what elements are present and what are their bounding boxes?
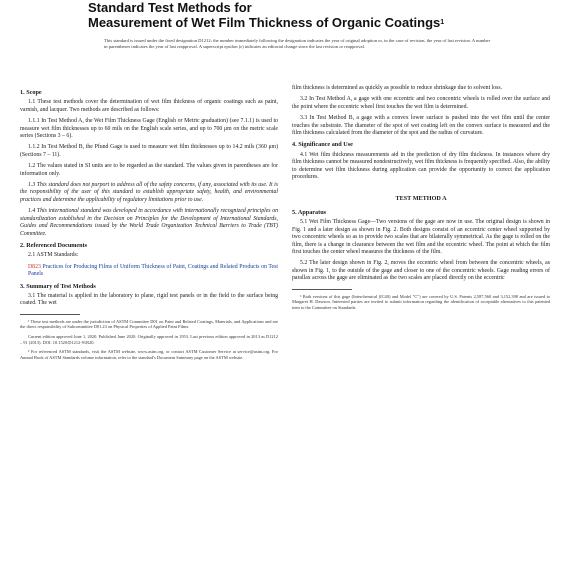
paragraph-5-2: 5.2 The later design shown in Fig. 2, moves the eccentric wheel from between the concentric wheels, as shown in Fig. 1, to the outside of the gage and closer to one of the concentric wheels. Gage reading errors of parallax across the gage are eliminated as the two scales are placed directly on the eccentric	[292, 260, 550, 282]
footnote-3: ³ Both versions of this gage (Interchemical (IC40) and Model "C") are covered by U.S. Patents 2,587,560 and 3,152,398 and are issued to Margaret H. Dawson. Interested parties are invited to submit information regarding the identification of acceptable alternatives to this patented item to the Committee on Standards.	[292, 293, 550, 310]
paragraph-1-1-2: 1.1.2 In Test Method B, the Pfund Gage is used to measure wet film thicknesses up to 14.2 mils (360 μm) (Sections 7 – 11).	[20, 144, 278, 158]
method-a-heading: TEST METHOD A	[395, 195, 447, 203]
paragraph-3-1: 3.1 The material is applied in the laboratory to plane, rigid test panels or in the field to the surface being coated. The wet	[20, 292, 278, 307]
title-line-1: Standard Test Methods for	[88, 0, 252, 15]
reference-item[interactable]	[28, 264, 278, 279]
footnote-1: ¹ These test methods are under the jurisdiction of ASTM Committee D01 on Paint and Related Coatings, Materials, and Applications and are the direct responsibility of Subcommittee D01.23 on Physical Properties of Applied Paint Films.	[20, 318, 278, 330]
document-title	[88, 0, 570, 30]
reference-title-link[interactable]: Practices for Producing Films of Uniform Thickness of Paint, Coatings and Related Products on Test Panels	[28, 263, 278, 278]
reference-number-link[interactable]: D823	[28, 263, 41, 270]
right-column	[292, 85, 550, 364]
paragraph-2-1: 2.1 ASTM Standards:	[28, 252, 79, 259]
section-heading-scope: 1. Scope	[20, 89, 42, 96]
footnote-divider	[20, 314, 80, 315]
paragraph-3-1-continued: film thickness is determined as quickly as possible to reduce shrinkage due to solvent loss.	[292, 85, 503, 91]
body-columns	[20, 85, 550, 364]
left-column	[20, 85, 278, 364]
wto-statement-text: 1.4 This international standard was developed in accordance with internationally recognized principles on standardization established in the Decision on Principles for the Development of International Standards, Guides and Recommendations issued by the World Trade Organization Technical Barriers to Trade (TBT) Committee.	[20, 208, 278, 237]
paragraph-1-4	[20, 208, 278, 238]
paragraph-4-1: 4.1 Wet film thickness measurements aid in the prediction of dry film thickness. In instances where dry film thickness cannot be measured nondestructively, wet film thickness is frequently specified. Also, the ability to determine wet film thickness during application can provide the opportunity to correct the application procedures.	[292, 151, 551, 181]
designation-notice: This standard is issued under the fixed designation D1212; the number immediately following the designation indicates the year of original adoption or, in the case of revision, the year of last revision. A number in parentheses indicates the year of last reapproval. A superscript epsilon (ε) indicates an editorial change since the last revision or reapproval.	[104, 38, 491, 49]
section-heading-apparatus: 5. Apparatus	[292, 208, 327, 216]
title-line-2: Measurement of Wet Film Thickness of Organic Coatings	[88, 15, 441, 30]
section-heading-significance: 4. Significance and Use	[292, 141, 353, 149]
paragraph-1-1-1: 1.1.1 In Test Method A, the Wet Film Thickness Gage (English or Metric graduation) (see 7.1.1) is used to measure wet film thicknesses up to 60 mils on the English scale series, and up to 700 μm on the metric scale series (Sections 3 – 6).	[20, 118, 278, 140]
paragraph-1-3	[20, 182, 278, 204]
paragraph-3-2: 3.2 In Test Method A, a gage with one eccentric and two concentric wheels is rolled over the surface and the point where the eccentric wheel first touches the wet film is determined.	[292, 96, 550, 110]
section-heading-summary: 3. Summary of Test Methods	[20, 282, 96, 290]
footnote-edition: Current edition approved June 1, 2020. Published June 2020. Originally approved in 1953. Last previous edition approved in 2013 as D1212 – 91 (2013). DOI: 10.1520/D1212-91R20.	[20, 333, 278, 345]
safety-caveat-text: 1.3 This standard does not purport to address all of the safety concerns, if any, associated with its use. It is the responsibility of the user of this standard to establish appropriate safety, health, and environmental practices and determine the applicability of regulatory limitations prior to use.	[20, 182, 278, 203]
paragraph-5-1: 5.1 Wet Film Thickness Gage—Two versions of the gage are now in use. The original design is shown in Fig. 1 and a later design as shown in Fig. 2. Both designs consist of an eccentric center wheel supported by two concentric wheels so as to provide two scales that are bilaterally symmetrical. As the gage is rolled on the film, there is a change in clearance between the wet film and the eccentric wheel. The point at which the film first touches the center wheel measures the thickness of the film.	[292, 219, 550, 255]
section-heading-referenced-documents: 2. Referenced Documents	[20, 241, 88, 249]
paragraph-3-3: 3.3 In Test Method B, a gage with a convex lower surface is pushed into the wet film until the center touches the substrate. The diameter of the spot of wet coating left on the convex surface is measured and the film thickness calculated from the diameter of the spot and the radius of curvature.	[292, 115, 550, 137]
paragraph-1-1: 1.1 These test methods cover the determination of wet film thickness of organic coatings such as paint, varnish, and lacquer. Two methods are described as follows:	[20, 99, 278, 113]
paragraph-1-2: 1.2 The values stated in SI units are to be regarded as the standard. The values given in parentheses are for information only.	[20, 163, 278, 177]
footnote-divider-right	[292, 289, 352, 290]
title-footnote-mark: 1	[440, 19, 445, 26]
footnote-2: ² For referenced ASTM standards, visit the ASTM website, www.astm.org, or contact ASTM Customer Service at service@astm.org. For Annual Book of ASTM Standards volume information, refer to the standard's Document Summary page on the ASTM website.	[20, 349, 278, 360]
